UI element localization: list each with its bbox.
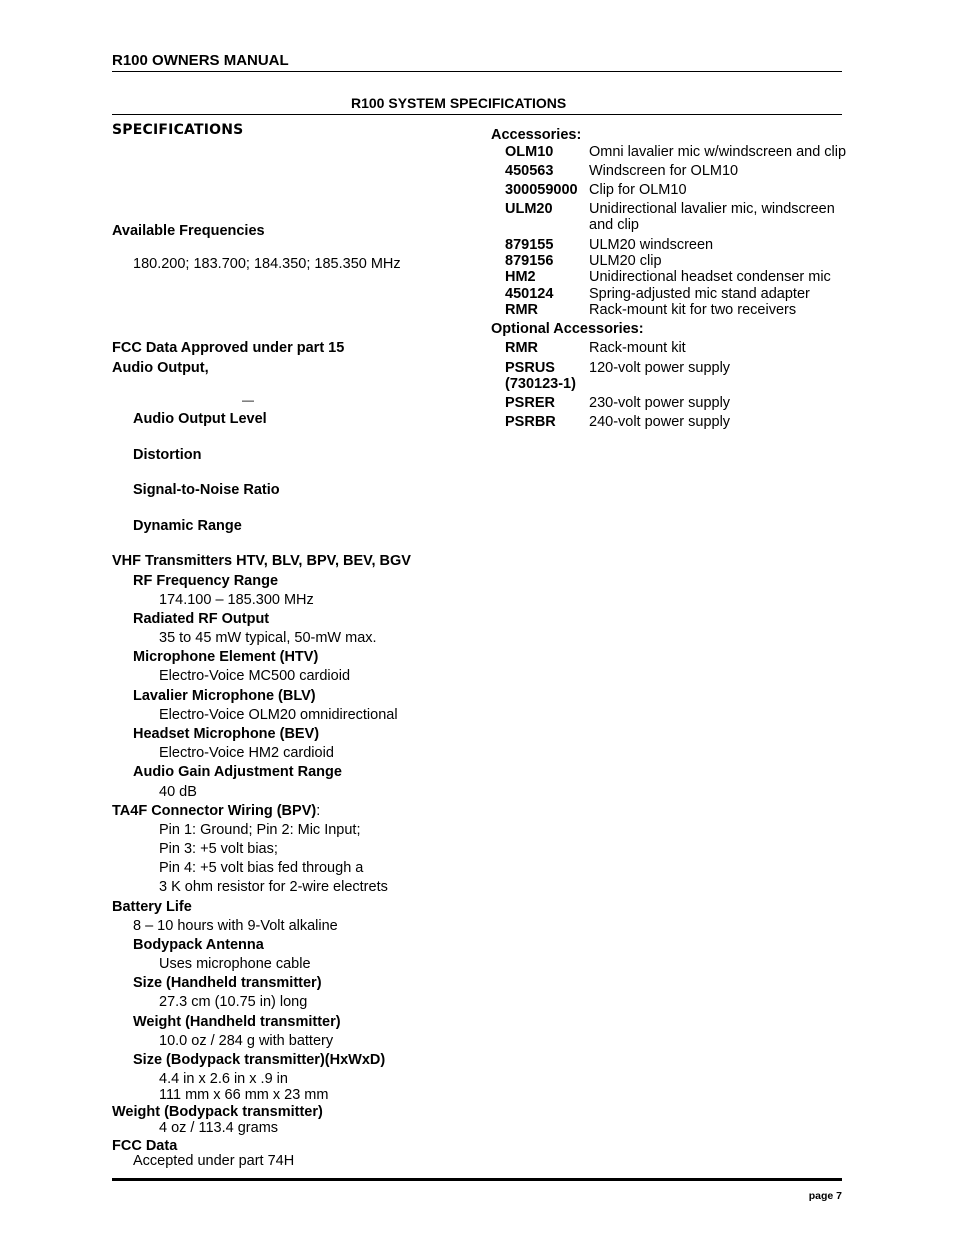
accessory-code: RMR bbox=[505, 302, 539, 318]
weight-bodypack-label: Weight (Bodypack transmitter) bbox=[112, 1104, 323, 1120]
radiated-rf-output-label: Radiated RF Output bbox=[133, 611, 270, 627]
accessory-desc: Windscreen for OLM10 bbox=[589, 163, 739, 179]
optional-accessories-heading: Optional Accessories: bbox=[491, 321, 644, 337]
accessory-code: 450124 bbox=[505, 286, 554, 302]
optional-desc: Rack-mount kit bbox=[589, 340, 686, 356]
section-rule bbox=[112, 114, 842, 115]
accessory-desc: Rack-mount kit for two receivers bbox=[589, 302, 797, 318]
accessory-desc: Omni lavalier mic w/windscreen and clip bbox=[589, 144, 847, 160]
accessory-desc: Clip for OLM10 bbox=[589, 182, 687, 198]
lavalier-mic-blv-label: Lavalier Microphone (BLV) bbox=[133, 688, 316, 704]
size-bodypack-value-mm: 111 mm x 66 mm x 23 mm bbox=[159, 1087, 329, 1103]
accessory-code: 300059000 bbox=[505, 182, 578, 198]
accessory-desc: ULM20 clip bbox=[589, 253, 662, 269]
optional-code: PSRER bbox=[505, 395, 555, 411]
rf-frequency-range-value: 174.100 – 185.300 MHz bbox=[159, 592, 314, 608]
available-frequencies-label: Available Frequencies bbox=[112, 223, 265, 239]
accessory-desc: Spring-adjusted mic stand adapter bbox=[589, 286, 810, 302]
optional-code: PSRBR bbox=[505, 414, 556, 430]
bodypack-antenna-value: Uses microphone cable bbox=[159, 956, 311, 972]
optional-desc: 240-volt power supply bbox=[589, 414, 731, 430]
accessory-desc: Unidirectional headset condenser mic bbox=[589, 269, 831, 285]
size-bodypack-value-in: 4.4 in x 2.6 in x .9 in bbox=[159, 1071, 288, 1087]
mic-element-htv-label: Microphone Element (HTV) bbox=[133, 649, 319, 665]
ta4f-line: Pin 1: Ground; Pin 2: Mic Input; bbox=[159, 822, 361, 838]
dynamic-range-label: Dynamic Range bbox=[133, 518, 242, 534]
weight-handheld-value: 10.0 oz / 284 g with battery bbox=[159, 1033, 334, 1049]
optional-code: RMR bbox=[505, 340, 539, 356]
audio-gain-value: 40 dB bbox=[159, 784, 197, 800]
accessory-code: HM2 bbox=[505, 269, 536, 285]
weight-handheld-label: Weight (Handheld transmitter) bbox=[133, 1014, 341, 1030]
ta4f-colon: : bbox=[316, 803, 321, 819]
optional-desc: 230-volt power supply bbox=[589, 395, 731, 411]
accessory-code: 879156 bbox=[505, 253, 554, 269]
optional-code: PSRUS bbox=[505, 360, 555, 376]
page-number: page 7 bbox=[808, 1190, 842, 1202]
mic-element-htv-value: Electro-Voice MC500 cardioid bbox=[159, 668, 351, 684]
accessory-code: ULM20 bbox=[505, 201, 553, 217]
footer-rule bbox=[112, 1178, 842, 1181]
snr-label: Signal-to-Noise Ratio bbox=[133, 482, 280, 498]
section-title: R100 SYSTEM SPECIFICATIONS bbox=[351, 95, 567, 111]
audio-gain-label: Audio Gain Adjustment Range bbox=[133, 764, 342, 780]
battery-life-value: 8 – 10 hours with 9-Volt alkaline bbox=[133, 918, 338, 934]
vhf-transmitters-heading: VHF Transmitters HTV, BLV, BPV, BEV, BGV bbox=[112, 553, 411, 569]
lavalier-mic-blv-value: Electro-Voice OLM20 omnidirectional bbox=[159, 707, 398, 723]
fcc-data-transmitter-value: Accepted under part 74H bbox=[133, 1153, 295, 1169]
size-bodypack-label: Size (Bodypack transmitter)(HxWxD) bbox=[133, 1052, 386, 1068]
optional-code-part-number: (730123-1) bbox=[505, 376, 576, 392]
radiated-rf-output-value: 35 to 45 mW typical, 50-mW max. bbox=[159, 630, 377, 646]
accessories-heading: Accessories: bbox=[491, 127, 582, 143]
audio-output-label: Audio Output, bbox=[112, 360, 209, 376]
fcc-data-receiver: FCC Data Approved under part 15 bbox=[112, 340, 345, 356]
ta4f-line: 3 K ohm resistor for 2-wire electrets bbox=[159, 879, 388, 895]
audio-output-level-label: Audio Output Level bbox=[133, 411, 267, 427]
optional-desc: 120-volt power supply bbox=[589, 360, 731, 376]
size-handheld-label: Size (Handheld transmitter) bbox=[133, 975, 322, 991]
header-rule bbox=[112, 71, 842, 72]
battery-life-label: Battery Life bbox=[112, 899, 192, 915]
specifications-heading: SPECIFICATIONS bbox=[112, 122, 244, 138]
accessory-code: 450563 bbox=[505, 163, 554, 179]
fcc-data-transmitter-label: FCC Data bbox=[112, 1138, 178, 1154]
available-frequencies-value: 180.200; 183.700; 184.350; 185.350 MHz bbox=[133, 256, 401, 272]
accessory-desc-continued: and clip bbox=[589, 217, 639, 233]
ta4f-line: Pin 3: +5 volt bias; bbox=[159, 841, 278, 857]
accessory-desc: ULM20 windscreen bbox=[589, 237, 714, 253]
audio-output-mark: — bbox=[242, 393, 254, 407]
ta4f-heading bbox=[112, 803, 320, 820]
document-title: R100 OWNERS MANUAL bbox=[112, 52, 289, 69]
weight-bodypack-value: 4 oz / 113.4 grams bbox=[159, 1120, 279, 1136]
ta4f-label: TA4F Connector Wiring (BPV) bbox=[112, 803, 317, 819]
accessory-code: 879155 bbox=[505, 237, 554, 253]
accessory-code: OLM10 bbox=[505, 144, 554, 160]
size-handheld-value: 27.3 cm (10.75 in) long bbox=[159, 994, 308, 1010]
accessory-desc: Unidirectional lavalier mic, windscreen bbox=[589, 201, 835, 217]
ta4f-line: Pin 4: +5 volt bias fed through a bbox=[159, 860, 364, 876]
headset-mic-bev-label: Headset Microphone (BEV) bbox=[133, 726, 320, 742]
distortion-label: Distortion bbox=[133, 447, 202, 463]
rf-frequency-range-label: RF Frequency Range bbox=[133, 573, 279, 589]
headset-mic-bev-value: Electro-Voice HM2 cardioid bbox=[159, 745, 334, 761]
bodypack-antenna-label: Bodypack Antenna bbox=[133, 937, 264, 953]
